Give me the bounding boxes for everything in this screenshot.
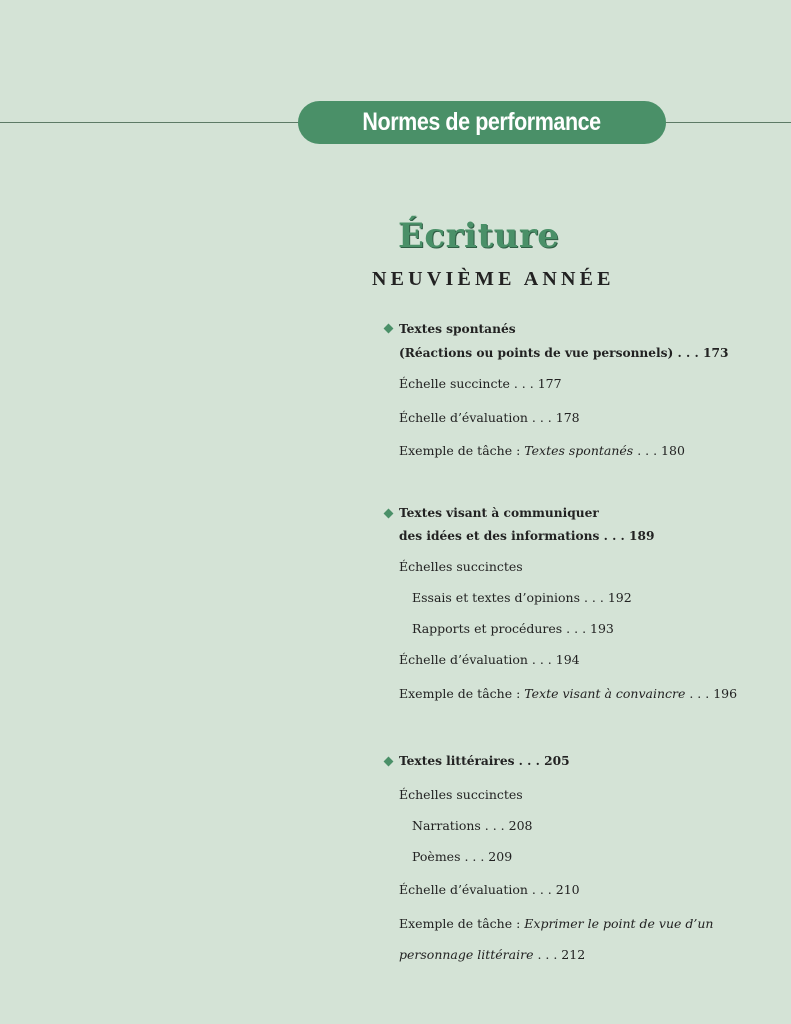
example-page: . . . 196	[685, 686, 738, 701]
diamond-bullet-icon	[384, 509, 394, 519]
banner	[298, 101, 666, 144]
toc-subitem: Rapports et procédures . . . 193	[412, 621, 614, 636]
toc-example	[399, 916, 714, 931]
section-heading: des idées et des informations . . . 189	[399, 529, 655, 543]
toc-example-continued	[399, 947, 585, 962]
toc-item: Échelle d’évaluation . . . 210	[399, 882, 580, 897]
toc-item: Échelle d’évaluation . . . 178	[399, 410, 580, 425]
page-title: Écriture	[398, 216, 560, 256]
toc-item: Échelles succinctes	[399, 559, 523, 574]
diamond-bullet-icon	[384, 757, 394, 767]
toc-subitem: Poèmes . . . 209	[412, 849, 513, 864]
example-page: . . . 212	[533, 947, 586, 962]
section-heading: (Réactions ou points de vue personnels) . . . 173	[399, 346, 729, 360]
toc-example	[399, 443, 685, 458]
banner-label: Normes de performance	[362, 108, 602, 136]
toc-item: Échelle succincte . . . 177	[399, 376, 562, 391]
page-subtitle: NEUVIÈME ANNÉE	[372, 268, 615, 290]
section-heading: Textes visant à communiquer	[399, 506, 599, 520]
section-heading: Textes littéraires . . . 205	[399, 754, 570, 768]
section-heading: Textes spontanés	[399, 322, 516, 336]
example-title: Texte visant à convaincre	[524, 686, 686, 701]
toc-subitem: Narrations . . . 208	[412, 818, 533, 833]
example-title: Exprimer le point de vue d’un	[524, 916, 714, 931]
toc-item: Échelle d’évaluation . . . 194	[399, 652, 580, 667]
toc-item: Échelles succinctes	[399, 787, 523, 802]
example-title: Textes spontanés	[524, 443, 634, 458]
example-page: . . . 180	[633, 443, 685, 458]
example-title: personnage littéraire	[399, 947, 534, 962]
diamond-bullet-icon	[384, 324, 394, 334]
example-prefix: Exemple de tâche :	[399, 686, 525, 701]
example-prefix: Exemple de tâche :	[399, 443, 525, 458]
toc-example	[399, 686, 737, 701]
toc-subitem: Essais et textes d’opinions . . . 192	[412, 590, 632, 605]
example-prefix: Exemple de tâche :	[399, 916, 525, 931]
